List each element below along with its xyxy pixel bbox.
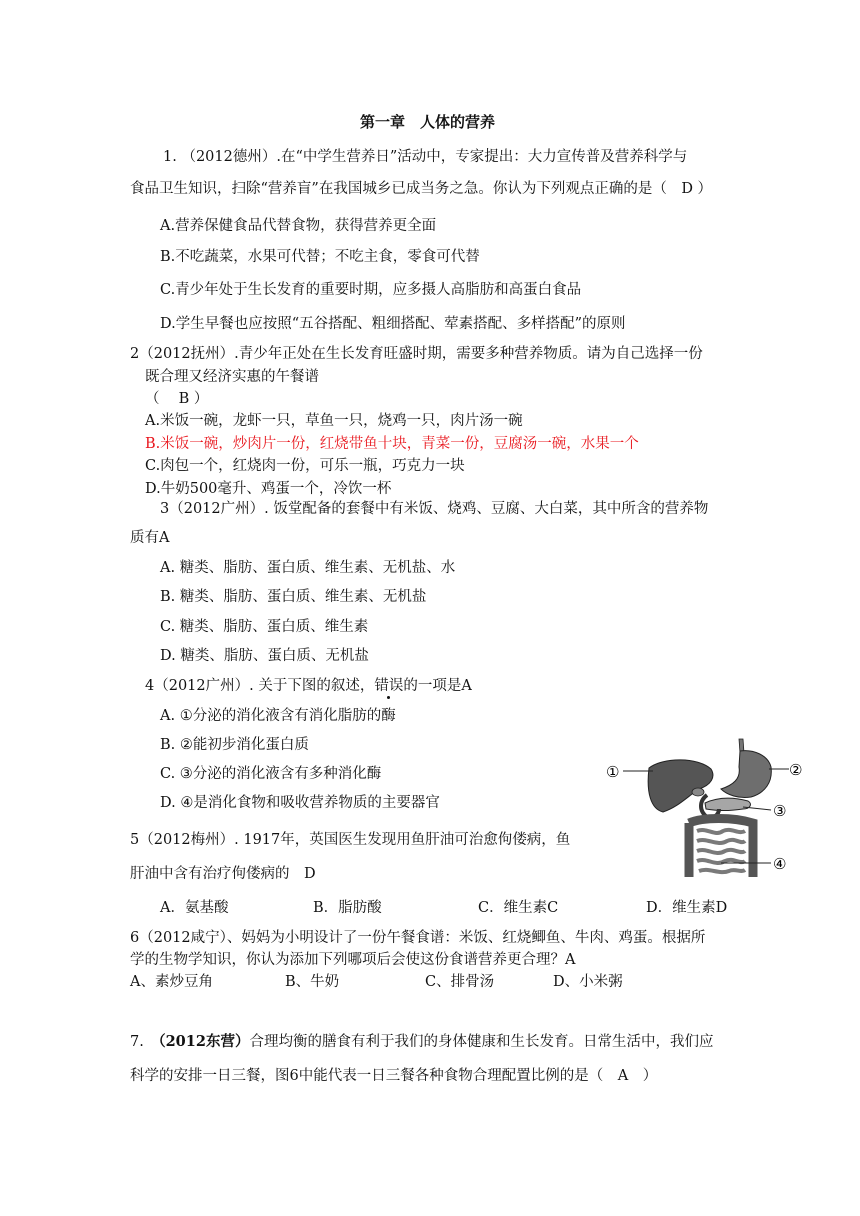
q7-stem-line2: 科学的安排一日三餐，图6中能代表一日三餐各种食物合理配置比例的是（ A ） [130,1068,658,1084]
q4-stem-prefix: 4（2012广州）. 关于下图的叙述， [145,678,375,694]
q5-stem-line2: 肝油中含有治疗佝偻病的 D [130,866,316,882]
q1-stem-line2: 食品卫生知识，扫除“营养盲”在我国城乡已成当务之急。你认为下列观点正确的是（ D ） [130,181,713,197]
q5-option-b: B．脂肪酸 [313,900,382,916]
q7-source: （2012东营） [158,1033,250,1050]
q6-option-d: D、小米粥 [553,974,623,990]
q2-option-b-correct: B.米饭一碗，炒肉片一份，红烧带鱼十块，青菜一份，豆腐汤一碗，水果一个 [145,436,639,452]
q6-stem-line1: 6（2012咸宁）、妈妈为小明设计了一份午餐食谱：米饭、红烧鲫鱼、牛肉、鸡蛋。根据所 [130,930,706,946]
q2-option-a: A.米饭一碗，龙虾一只，草鱼一只，烧鸡一只，肉片汤一碗 [145,413,523,429]
q3-option-c: C. 糖类、脂肪、蛋白质、维生素 [160,619,369,635]
figure-label-2: ② [789,761,803,779]
q4-stem-emphasis: 错误 [374,678,404,694]
page-title: 第一章 人体的营养 [360,113,496,131]
figure-label-3: ③ [773,802,787,820]
q5-option-d: D．维生素D [646,900,728,916]
q4-option-c: C. ③分泌的消化液含有多种消化酶 [160,766,382,782]
q2-stem-line1: 2（2012抚州）.青少年正处在生长发育旺盛时期，需要多种营养物质。请为自己选择一份 [130,346,703,362]
q6-option-b: B、牛奶 [285,974,340,990]
digestive-system-figure [603,737,803,883]
q4-stem [145,676,472,696]
q3-option-a: A. 糖类、脂肪、蛋白质、维生素、无机盐、水 [160,560,456,576]
q1-option-d: D.学生早餐也应按照“五谷搭配、粗细搭配、荤素搭配、多样搭配”的原则 [160,316,626,332]
q4-option-b: B. ②能初步消化蛋白质 [160,737,309,753]
q6-option-c: C、排骨汤 [425,974,495,990]
q1-option-c: C.青少年处于生长发育的重要时期，应多摄人高脂肪和高蛋白食品 [160,282,582,298]
q3-option-d: D. 糖类、脂肪、蛋白质、无机盐 [160,648,369,664]
q1-option-b: B.不吃蔬菜，水果可代替；不吃主食，零食可代替 [160,249,480,265]
q3-stem-line2: 质有A [130,530,170,546]
q7-number: 7. [130,1034,144,1050]
q3-option-b: B. 糖类、脂肪、蛋白质、维生素、无机盐 [160,589,427,605]
q7-stem-line1 [130,1032,713,1052]
q1-stem-line1: 1. （2012德州）.在“中学生营养日”活动中，专家提出：大力宣传普及营养科学与 [163,149,688,165]
q4-option-d: D. ④是消化食物和吸收营养物质的主要器官 [160,795,440,811]
q2-option-c: C.肉包一个，红烧肉一份，可乐一瓶，巧克力一块 [145,458,465,474]
q3-stem-line1: 3（2012广州）. 饭堂配备的套餐中有米饭、烧鸡、豆腐、大白菜，其中所含的营养物 [160,501,709,517]
q4-option-a: A. ①分泌的消化液含有消化脂肪的酶 [160,708,396,724]
q6-option-a: A、素炒豆角 [130,974,213,990]
q2-option-d: D.牛奶500毫升、鸡蛋一个，冷饮一杯 [145,481,392,497]
q1-option-a: A.营养保健食品代替食物，获得营养更全面 [160,218,437,234]
q2-stem-line2: 既合理又经济实惠的午餐谱 [145,369,319,385]
q5-option-c: C．维生素C [478,900,559,916]
figure-label-4: ④ [773,855,787,873]
q2-answer: （ B ） [145,391,209,407]
q5-stem-line1: 5（2012梅州）. 1917年，英国医生发现用鱼肝油可治愈佝偻病，鱼 [130,832,571,848]
q5-option-a: A．氨基酸 [160,900,229,916]
q6-stem-line2: 学的生物学知识，你认为添加下列哪项后会使这份食谱营养更合理？A [130,952,576,968]
q4-stem-suffix: 的一项是A [403,678,472,694]
q7-stem-rest: 合理均衡的膳食有利于我们的身体健康和生长发育。日常生活中，我们应 [249,1034,714,1050]
figure-label-1: ① [606,763,620,781]
